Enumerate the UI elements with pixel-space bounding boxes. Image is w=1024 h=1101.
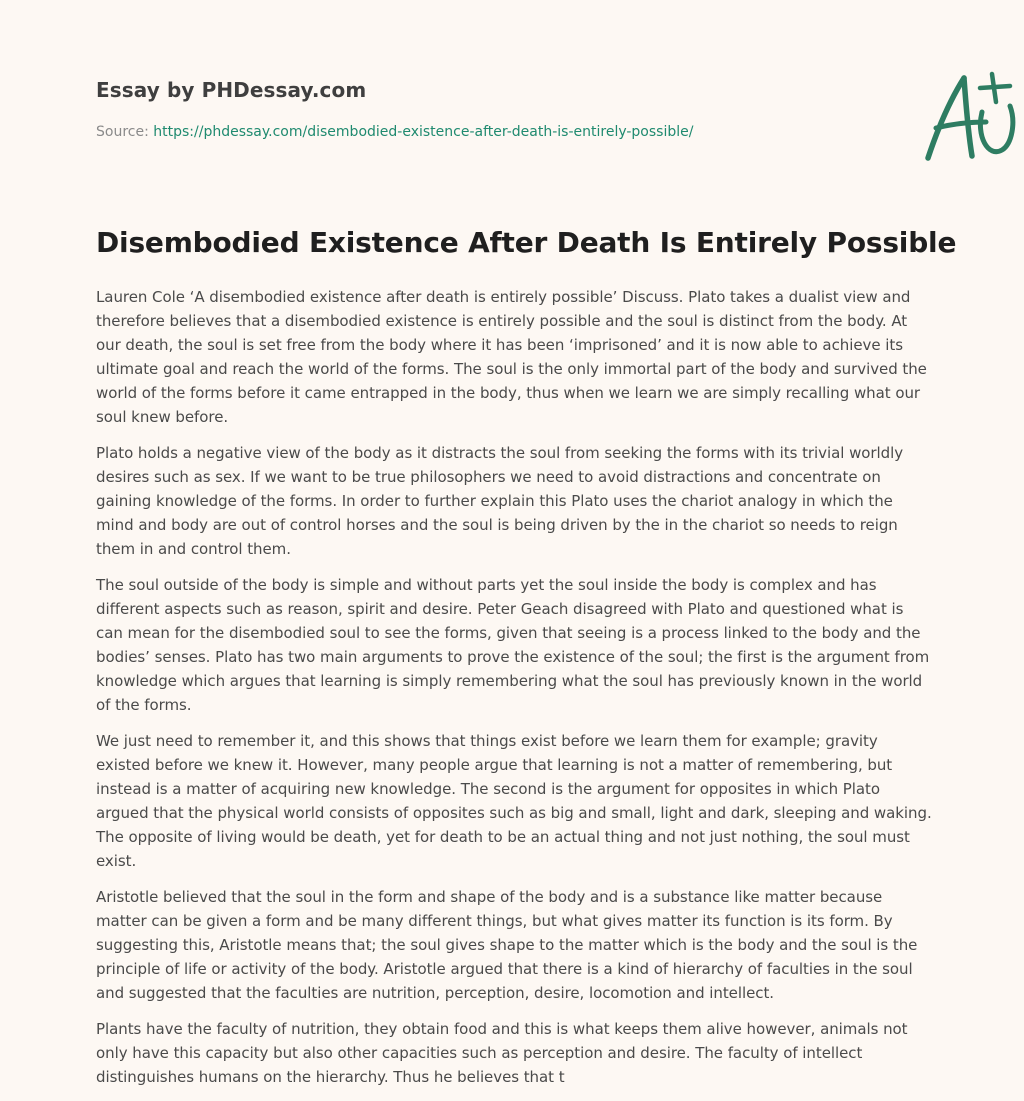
site-brand: Essay by PHDessay.com: [96, 78, 367, 102]
essay-paragraph: Lauren Cole ‘A disembodied existence after death is entirely possible’ Discuss. Plato takes a dualist view and therefore believes that a disembodied existence is entirely possible and the soul is distinct from the body. At our death, the soul is set free from the body where it has been ‘imprisoned’ and it is now able to achieve its ultimate goal and reach the world of the forms. The soul is the only immortal part of the body and survived the world of the forms before it came entrapped in the body, thus when we learn we are simply recalling what our soul knew before.: [96, 288, 927, 426]
essay-paragraph: Plato holds a negative view of the body as it distracts the soul from seeking the forms with its trivial worldly desires such as sex. If we want to be true philosophers we need to avoid distractions and concentrate on gaining knowledge of the forms. In order to further explain this Plato uses the chariot analogy in which the mind and body are out of control horses and the soul is being driven by the in the chariot so needs to reign them in and control them.: [96, 444, 904, 558]
essay-paragraph: We just need to remember it, and this shows that things exist before we learn them for example; gravity existed before we knew it. However, many people argue that learning is not a matter of remembering, but instead is a matter of acquiring new knowledge. The second is the argument for opposites in which Plato argued that the physical world consists of opposites such as big and small, light and dark, sleeping and waking. The opposite of living would be death, yet for death to be an actual thing and not just nothing, the soul must exist.: [96, 732, 932, 870]
source-label: Source:: [96, 124, 149, 140]
essay-paragraph: Aristotle believed that the soul in the form and shape of the body and is a substance like matter because matter can be given a form and be many different things, but what gives matter its function is its form. By suggesting this, Aristotle means that; the soul gives shape to the matter which is the body and the soul is the principle of life or activity of the body. Aristotle argued that there is a kind of hierarchy of faculties in the soul and suggested that the faculties are nutrition, perception, desire, locomotion and intellect.: [96, 888, 918, 1002]
essay-paragraph: Plants have the faculty of nutrition, they obtain food and this is what keeps them alive however, animals not only have this capacity but also other capacities such as perception and desire. The faculty of intellect distinguishes humans on the hierarchy. Thus he believes that t: [96, 1020, 908, 1086]
essay-paragraph: The soul outside of the body is simple and without parts yet the soul inside the body is complex and has different aspects such as reason, spirit and desire. Peter Geach disagreed with Plato and questioned what is can mean for the disembodied soul to see the forms, given that seeing is a process linked to the body and the bodies’ senses. Plato has two main arguments to prove the existence of the soul; the first is the argument from knowledge which argues that learning is simply remembering what the soul has previously known in the world of the forms.: [96, 576, 930, 714]
essay-title: Disembodied Existence After Death Is Entirely Possible: [96, 226, 957, 259]
source-link[interactable]: https://phdessay.com/disembodied-existence-after-death-is-entirely-possible/: [153, 124, 694, 140]
source-line: [96, 124, 693, 140]
a-plus-logo-icon: [916, 66, 1024, 166]
essay-body: [96, 285, 934, 1101]
